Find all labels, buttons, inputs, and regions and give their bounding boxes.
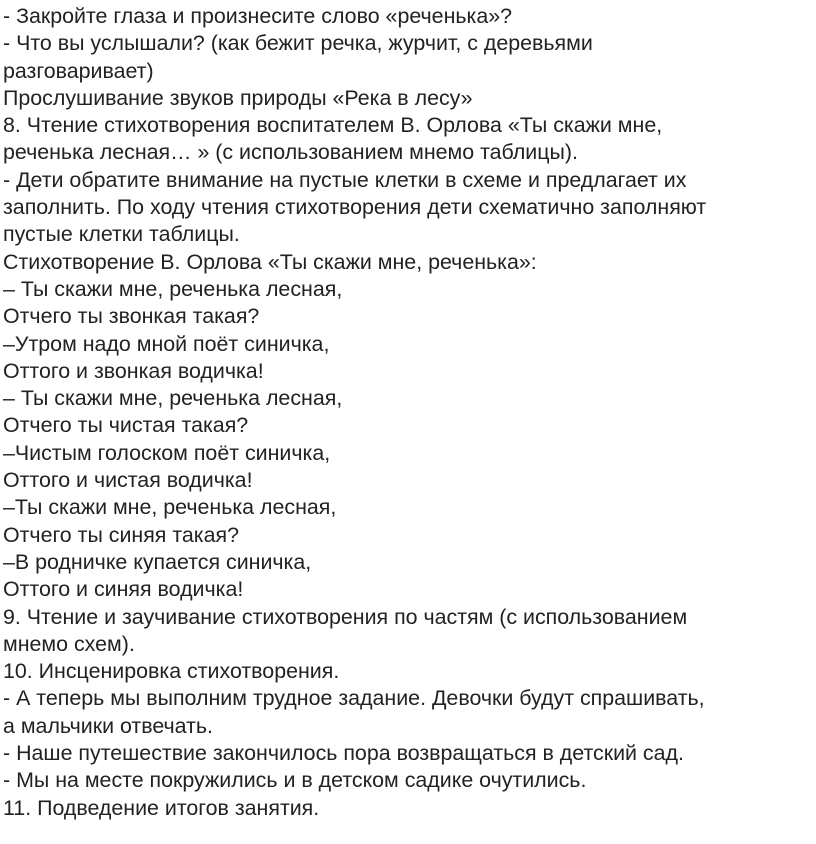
text-line: 9. Чтение и заучивание стихотворения по частям (с использованием <box>3 604 688 629</box>
text-line: 10. Инсценировка стихотворения. <box>3 659 340 684</box>
poem-line: Оттого и чистая водичка! <box>3 468 253 493</box>
text-line: - Закройте глаза и произнесите слово «реченька»? <box>3 4 513 28</box>
poem-line: Отчего ты звонкая такая? <box>3 304 260 329</box>
text-line: реченька лесная… » (с использованием мнемо таблицы). <box>3 140 578 165</box>
poem-line: –Утром надо мной поёт синичка, <box>3 331 330 356</box>
poem-heading: Стихотворение В. Орлова «Ты скажи мне, реченька»: <box>3 249 537 274</box>
text-line: - Дети обратите внимание на пустые клетки в схеме и предлагает их <box>3 167 687 192</box>
text-line: - Наше путешествие закончилось пора возвращаться в детский сад. <box>3 741 684 766</box>
text-line: 8. Чтение стихотворения воспитателем В. Орлова «Ты скажи мне, <box>3 113 663 138</box>
text-line: пустые клетки таблицы. <box>3 222 240 247</box>
poem-line: Оттого и звонкая водичка! <box>3 358 264 383</box>
text-line: 11. Подведение итогов занятия. <box>3 795 320 820</box>
poem-line: Отчего ты синяя такая? <box>3 522 239 547</box>
poem-line: – Ты скажи мне, реченька лесная, <box>3 386 343 411</box>
poem-line: –Чистым голоском поёт синичка, <box>3 440 331 465</box>
text-line: - Что вы услышали? (как бежит речка, журчит, с деревьями <box>3 31 593 56</box>
poem-line: – Ты скажи мне, реченька лесная, <box>3 276 343 301</box>
text-line: а мальчики отвечать. <box>3 713 213 738</box>
poem-line: –В родничке купается синичка, <box>3 549 312 574</box>
poem-line: Оттого и синяя водичка! <box>3 577 244 602</box>
text-line: Прослушивание звуков природы «Река в лесу» <box>3 85 473 110</box>
text-line: - А теперь мы выполним трудное задание. Девочки будут спрашивать, <box>3 686 705 711</box>
poem-line: –Ты скажи мне, реченька лесная, <box>3 495 337 520</box>
text-line: мнемо схем). <box>3 631 135 656</box>
text-line: разговаривает) <box>3 58 154 83</box>
poem-line: Отчего ты чистая такая? <box>3 413 249 438</box>
text-line: заполнить. По ходу чтения стихотворения дети схематично заполняют <box>3 195 707 220</box>
document-text <box>3 3 816 822</box>
text-line: - Мы на месте покружились и в детском садике очутились. <box>3 768 587 793</box>
